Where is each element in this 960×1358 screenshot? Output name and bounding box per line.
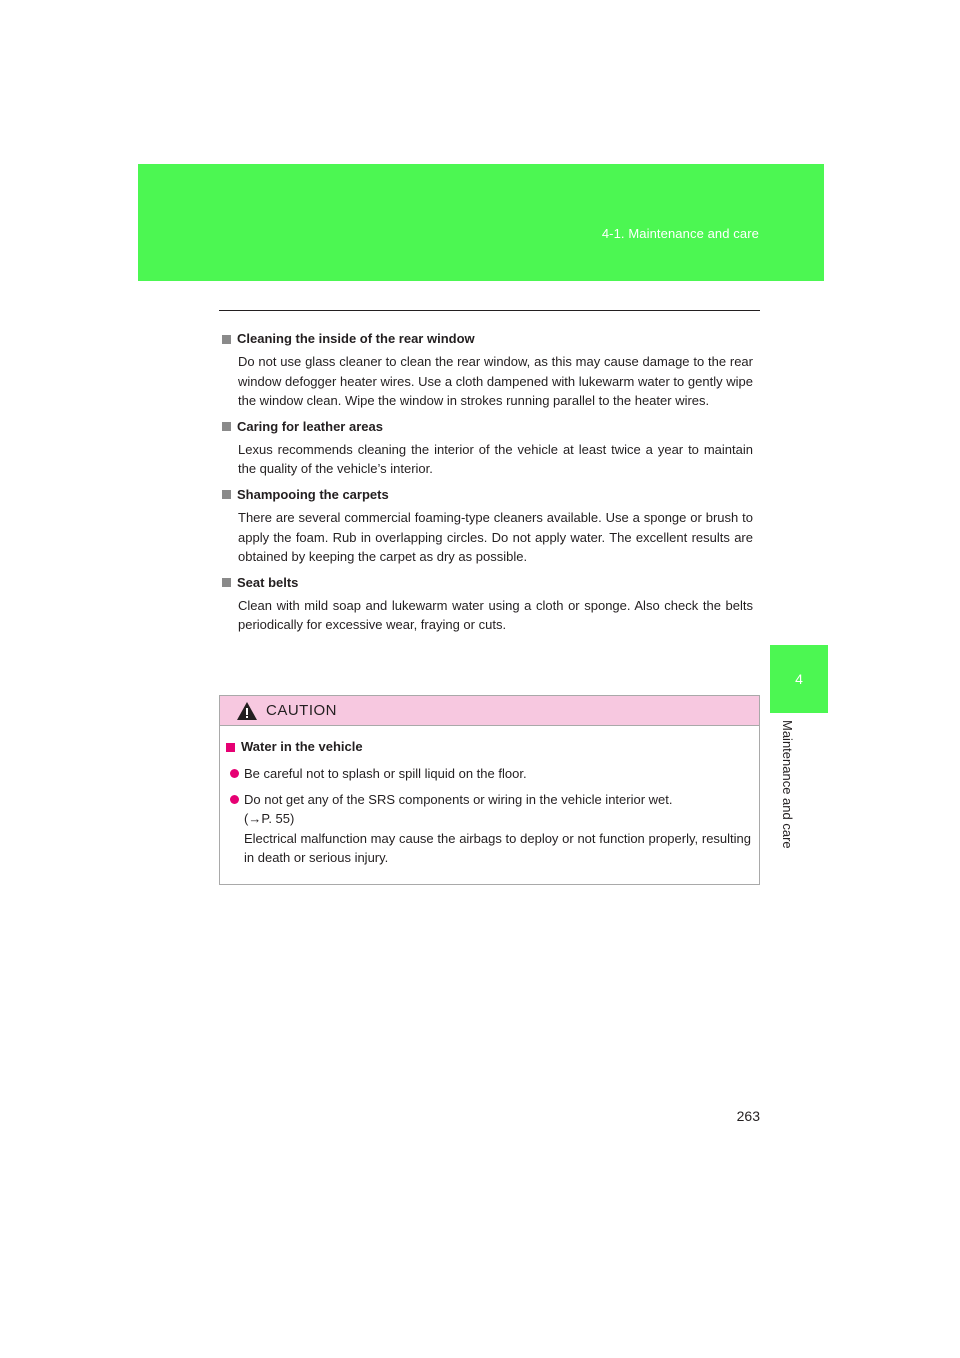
caution-body	[220, 726, 759, 868]
caution-note: Electrical malfunction may cause the airbags to deploy or not function properly, resulting in death or serious injury.	[244, 830, 751, 866]
square-bullet-icon	[222, 490, 231, 499]
page-reference: (→P. 55)	[244, 811, 295, 827]
caution-bullet-text: Do not get any of the SRS components or wiring in the vehicle interior wet.	[244, 791, 673, 807]
round-bullet-icon	[230, 795, 239, 804]
item-heading	[222, 485, 753, 505]
warning-triangle-icon	[236, 701, 258, 721]
item-heading	[222, 329, 753, 349]
caution-bullet-block	[244, 790, 751, 868]
header-band	[138, 164, 824, 281]
caution-box	[219, 695, 760, 885]
chapter-side-label	[760, 720, 800, 870]
page-number: 263	[736, 1108, 760, 1124]
item-body: Lexus recommends cleaning the interior of the vehicle at least twice a year to maintain the quality of the vehicle’s interior.	[238, 441, 753, 477]
section-item	[222, 329, 753, 411]
chapter-tab	[770, 645, 828, 713]
caution-bullet	[230, 764, 751, 784]
caution-label: CAUTION	[266, 702, 337, 719]
square-bullet-icon	[222, 335, 231, 344]
item-heading	[222, 573, 753, 593]
caution-heading-text: Water in the vehicle	[241, 739, 363, 755]
item-heading-text: Cleaning the inside of the rear window	[237, 331, 475, 347]
square-bullet-icon	[226, 743, 235, 752]
item-heading-text: Shampooing the carpets	[237, 487, 389, 503]
square-bullet-icon	[222, 422, 231, 431]
content	[222, 329, 753, 641]
caution-header	[220, 696, 759, 726]
square-bullet-icon	[222, 578, 231, 587]
item-heading-text: Seat belts	[237, 574, 299, 590]
section-item	[222, 417, 753, 479]
item-body: Do not use glass cleaner to clean the rear window, as this may cause damage to the rear window defogger heater wires. Use a cloth dampened with lukewarm water to gently wipe the window clean. Wipe the window in strokes running parallel to the heater wires.	[238, 354, 753, 409]
caution-bullet	[230, 790, 751, 868]
item-heading	[222, 417, 753, 437]
round-bullet-icon	[230, 769, 239, 778]
section-item	[222, 485, 753, 567]
chapter-label: Maintenance and care	[780, 720, 795, 849]
top-divider	[219, 310, 760, 311]
item-heading-text: Caring for leather areas	[237, 418, 383, 434]
item-body: Clean with mild soap and lukewarm water using a cloth or sponge. Also check the belts periodically for excessive wear, fraying or cuts.	[238, 597, 753, 633]
caution-heading	[226, 736, 751, 758]
item-body: There are several commercial foaming-type cleaners available. Use a sponge or brush to apply the foam. Rub in overlapping circles. Do not apply water. The excellent results are obtained by keeping the carpet as dry as possible.	[238, 509, 753, 565]
section-title: 4-1. Maintenance and care	[601, 226, 759, 241]
chapter-number: 4	[795, 671, 803, 687]
caution-bullet-text: Be careful not to splash or spill liquid on the floor.	[244, 766, 527, 781]
section-item	[222, 573, 753, 635]
